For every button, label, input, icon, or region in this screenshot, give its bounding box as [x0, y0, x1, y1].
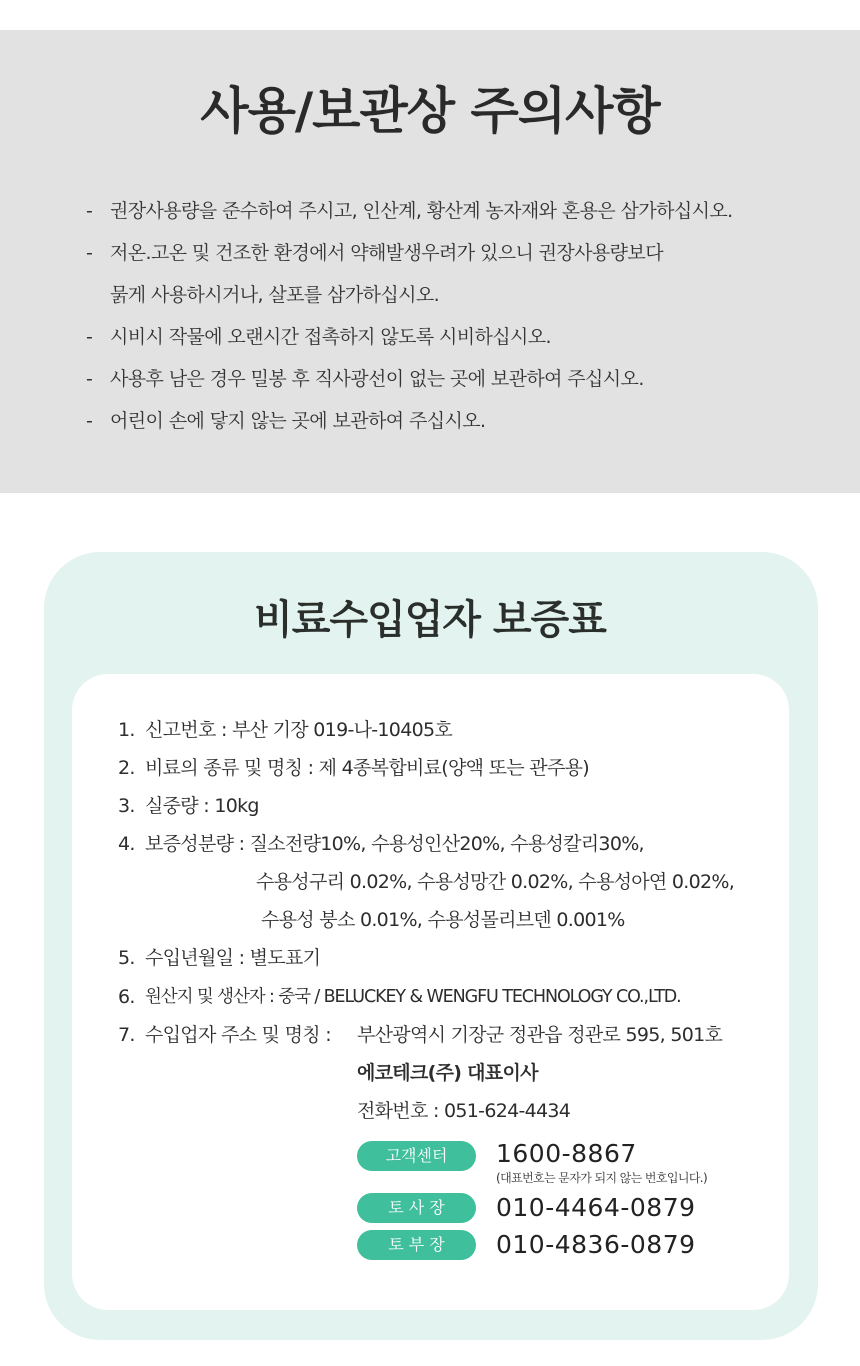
caution-item: - 시비시 작물에 오랜시간 접촉하지 않도록 시비하십시오. — [86, 316, 733, 358]
importer-address: 부산광역시 기장군 정관읍 정관로 595, 501호 — [357, 1024, 723, 1046]
caution-list — [86, 190, 733, 442]
caution-item: - 권장사용량을 준수하여 주시고, 인산계, 황산계 농자재와 혼용은 삼가하십시오. — [86, 190, 733, 232]
caution-title: 사용/보관상 주의사항 — [200, 82, 660, 140]
guarantee-title: 비료수입업자 보증표 — [254, 597, 606, 643]
caution-item: - 사용후 남은 경우 밀봉 후 직사광선이 없는 곳에 보관하여 주십시오. — [86, 358, 733, 400]
importer-tel: 전화번호 : 051-624-4434 — [357, 1100, 571, 1122]
contact-label-badge: 고객센터 — [357, 1141, 476, 1171]
caution-item-continuation — [86, 274, 733, 316]
contact-phone: 010-4464-0879 — [496, 1193, 696, 1222]
importer-company: 에코테크(주) 대표이사 — [357, 1062, 538, 1084]
row-text: 비료의 종류 및 명칭 : 제 4종복합비료(양액 또는 관주용) — [145, 757, 589, 779]
row-number: 1. — [118, 719, 135, 741]
contact-phone: 010-4836-0879 — [496, 1230, 696, 1259]
caution-item-text: 저온.고온 및 건조한 환경에서 약해발생우려가 있으니 권장사용량보다 — [110, 242, 663, 264]
row-number: 2. — [118, 757, 135, 779]
row-number: 4. — [118, 833, 135, 855]
row-text: 신고번호 : 부산 기장 019-나-10405호 — [145, 719, 453, 741]
row-text: 수입업자 주소 및 명칭 : — [145, 1024, 331, 1046]
caution-item-text: 사용후 남은 경우 밀봉 후 직사광선이 없는 곳에 보관하여 주십시오. — [110, 368, 644, 390]
contact-label-badge: 토 부 장 — [357, 1230, 476, 1260]
row-text: 보증성분량 : 질소전량10%, 수용성인산20%, 수용성칼리30%, — [145, 833, 644, 855]
contact-label-badge: 토 사 장 — [357, 1193, 476, 1223]
caution-item-text: 묽게 사용하시거나, 살포를 삼가하십시오. — [110, 284, 440, 306]
row-number: 5. — [118, 947, 135, 969]
caution-item: - 저온.고온 및 건조한 환경에서 약해발생우려가 있으니 권장사용량보다 — [86, 232, 733, 274]
caution-item-text: 어린이 손에 닿지 않는 곳에 보관하여 주십시오. — [110, 410, 486, 432]
caution-item-text: 권장사용량을 준수하여 주시고, 인산계, 황산계 농자재와 혼용은 삼가하십시오. — [110, 200, 733, 222]
row-text: 수용성구리 0.02%, 수용성망간 0.02%, 수용성아연 0.02%, — [256, 871, 735, 893]
contact-phone: 1600-8867 — [496, 1139, 637, 1168]
row-text: 수용성 붕소 0.01%, 수용성몰리브덴 0.001% — [261, 909, 625, 931]
row-text: 수입년월일 : 별도표기 — [145, 947, 321, 969]
row-number: 6. — [118, 986, 135, 1008]
row-text: 원산지 및 생산자 : 중국 / BELUCKEY & WENGFU TECHNOLOGY CO.,LTD. — [145, 987, 681, 1007]
row-text: 실중량 : 10kg — [145, 795, 259, 817]
caution-item-text: 시비시 작물에 오랜시간 접촉하지 않도록 시비하십시오. — [110, 326, 551, 348]
caution-item: - 어린이 손에 닿지 않는 곳에 보관하여 주십시오. — [86, 400, 733, 442]
row-number: 3. — [118, 795, 135, 817]
row-number: 7. — [118, 1024, 135, 1046]
contact-note: (대표번호는 문자가 되지 않는 번호입니다.) — [496, 1171, 708, 1185]
